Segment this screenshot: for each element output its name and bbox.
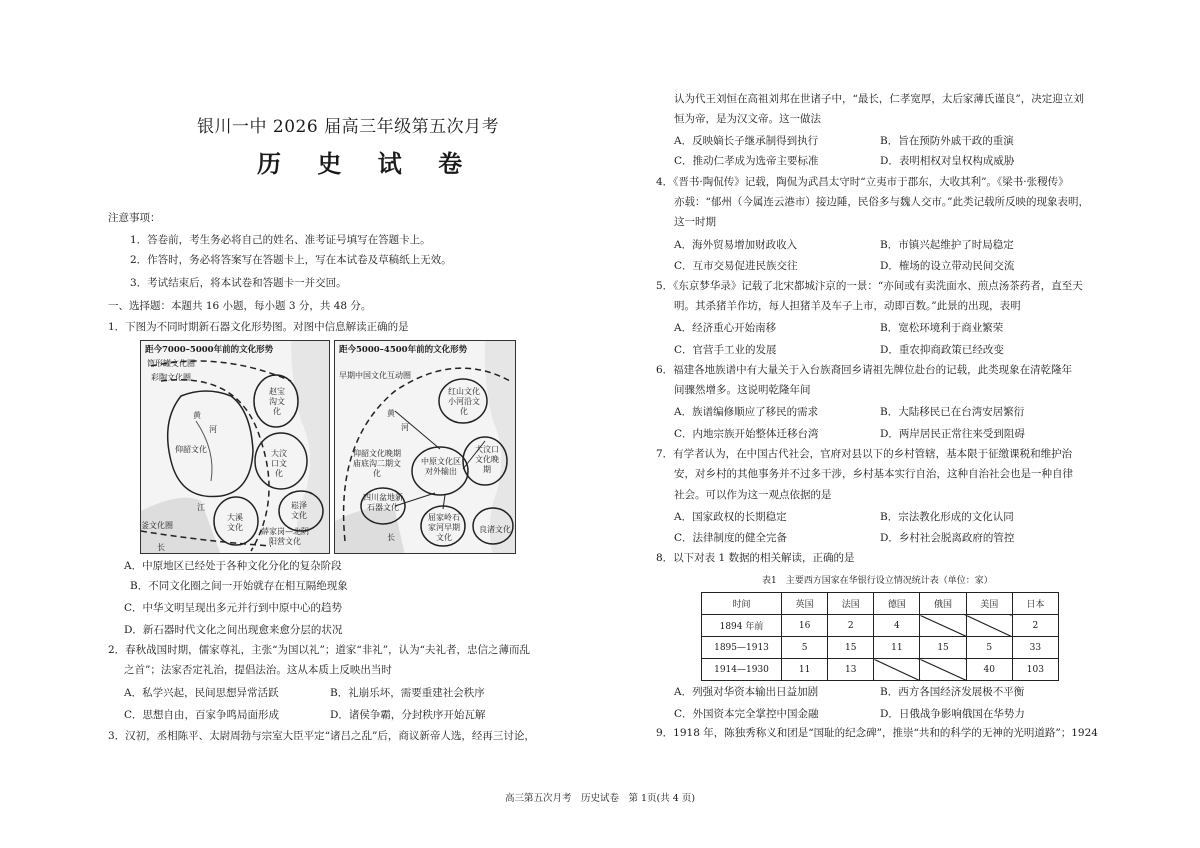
- map-label: 筒形罐文化圈: [147, 359, 195, 368]
- map-label: 长: [157, 543, 165, 552]
- notice-item: 3．考试结束后，将本试卷和答题卡一并交回。: [130, 277, 347, 289]
- option-c: C．内地宗族开始整体迁移台湾: [674, 428, 819, 440]
- table-cell: 103: [1012, 659, 1058, 681]
- map-label: 大汶口文化: [271, 449, 287, 478]
- question-stem: 认为代王刘恒在高祖刘邦在世诸子中，“最长，仁孝宽厚，太后家薄氏谨良”，决定迎立刘: [674, 93, 1084, 105]
- map-label: 红山文化小河沿文化: [448, 387, 480, 416]
- option-b: B．宽松环境利于商业繁荣: [880, 322, 1004, 334]
- table-header-cell: 俄国: [920, 593, 966, 615]
- table-cell: 11: [782, 659, 828, 681]
- map-label: 良渚文化: [479, 525, 511, 534]
- option-c: C．官营手工业的发展: [674, 344, 777, 356]
- option-a: A．私学兴起，民间思想异常活跃: [124, 687, 279, 699]
- option-d: D．表明相权对皇权构成威胁: [880, 155, 1015, 167]
- option-d: D．重农抑商政策已经改变: [880, 344, 1004, 356]
- option-c: C．互市交易促进民族交往: [674, 260, 798, 272]
- option-b: B．宗法教化形成的文化认同: [880, 511, 1014, 523]
- map-label: 大溪文化: [227, 513, 243, 532]
- question-stem: 间骤然增多。这说明乾隆年间: [674, 384, 811, 396]
- exam-subtitle: 历 史 试 卷: [257, 149, 477, 178]
- map-label: 中原文化区对外输出: [421, 457, 461, 476]
- map-label: 屈家岭石家河早期文化: [428, 513, 460, 542]
- question-stem: 明。其杀猪羊作坊，每人担猪羊及车子上市，动即百数。”此景的出现，表明: [674, 300, 1021, 312]
- table-cell-slash: [920, 659, 966, 681]
- question-stem: 8．以下对表 1 数据的相关解读，正确的是: [656, 552, 855, 564]
- table-caption: 表1 主要西方国家在华银行设立情况统计表（单位：家）: [762, 576, 993, 586]
- notice-item: 1．答卷前，考生务必将自己的姓名、准考证号填写在答题卡上。: [130, 234, 431, 246]
- option-c: C．外国资本完全掌控中国金融: [674, 708, 819, 720]
- table-cell-slash: [966, 615, 1012, 637]
- table-row: [702, 637, 1059, 659]
- table-header-row: [702, 593, 1059, 615]
- table-cell: 40: [966, 659, 1012, 681]
- question-stem: 恒为帝，是为汉文帝。这一做法: [674, 113, 821, 125]
- question-stem: 5．《东京梦华录》记载了北宋都城汴京的一景：“亦间或有卖洗面水、煎点汤茶药者，直至天: [656, 280, 1083, 292]
- option-d: D．两岸居民正常往来受到阻碍: [880, 428, 1025, 440]
- table-cell: 5: [782, 637, 828, 659]
- table-cell: 2: [828, 615, 874, 637]
- option-c: C．思想自由，百家争鸣局面形成: [124, 709, 280, 721]
- table-cell: 13: [828, 659, 874, 681]
- table-cell: 11: [874, 637, 920, 659]
- question-stem: 6．福建各地族谱中有大量关于入台族裔回乡请祖先牌位赴台的记载，此类现象在清乾隆年: [656, 364, 1073, 376]
- question-stem: 安，对乡村的其他事务并不过多干涉，乡村基本实行自治，这种自治社会也是一种自律: [674, 468, 1073, 480]
- option-a: A．族谱编修顺应了移民的需求: [674, 406, 819, 418]
- option-d: D．日俄战争影响俄国在华势力: [880, 708, 1025, 720]
- option-b: B．西方各国经济发展极不平衡: [880, 686, 1025, 698]
- table-cell: 15: [920, 637, 966, 659]
- option-c: C．中华文明呈现出多元并行到中原中心的趋势: [124, 602, 343, 614]
- option-a: A．国家政权的长期稳定: [674, 511, 787, 523]
- section-heading: 一、选择题：本题共 16 小题，每小题 3 分，共 48 分。: [108, 300, 372, 312]
- table-header-cell: 日本: [1012, 593, 1058, 615]
- table-cell: 1894 年前: [702, 615, 782, 637]
- option-d: D．诸侯争霸，分封秩序开始瓦解: [330, 709, 486, 721]
- table-header-cell: 法国: [828, 593, 874, 615]
- question-stem: 2．春秋战国时期，儒家尊礼，主张“为国以礼”；道家“非礼”，认为“夫礼者，忠信之薄而乱: [108, 644, 531, 656]
- notice-heading: 注意事项：: [108, 212, 161, 224]
- map-label: 崧泽文化: [291, 501, 307, 520]
- map-label: 长: [387, 533, 395, 542]
- table-cell: 1914—1930: [702, 659, 782, 681]
- table-cell: 33: [1012, 637, 1058, 659]
- question-stem: 4．《晋书·陶侃传》记载，陶侃为武昌太守时“立夷市于郡东，大收其利”。《梁书·张稷传》: [656, 176, 1069, 188]
- question-stem: 这一时期: [674, 216, 716, 228]
- map-label: 河: [401, 423, 409, 432]
- table-cell: 15: [828, 637, 874, 659]
- question-stem: 1．下图为不同时期新石器文化形势图。对图中信息解读正确的是: [108, 321, 409, 333]
- map-label: 河: [209, 425, 217, 434]
- option-d: D．新石器时代文化之间出现愈来愈分层的状况: [124, 624, 343, 636]
- map-left-title: 距今7000–5000年前的文化形势: [145, 345, 274, 355]
- option-a: A．中原地区已经处于各种文化分化的复杂阶段: [124, 560, 342, 572]
- map-label: 薛家岗—北阴阳营文化: [261, 527, 309, 546]
- map-right: [334, 340, 516, 554]
- map-label: 江: [197, 503, 205, 512]
- question-stem: 3．汉初，丞相陈平、太尉周勃与宗室大臣平定“诸吕之乱”后，商议新帝人选，经再三讨论，: [108, 730, 535, 742]
- table-row: [702, 659, 1059, 681]
- table-cell: 5: [966, 637, 1012, 659]
- option-b: B．礼崩乐坏，需要重建社会秩序: [330, 687, 485, 699]
- option-c: C．法律制度的健全完备: [674, 532, 788, 544]
- option-b: B．旨在预防外戚干政的重演: [880, 135, 1014, 147]
- question-stem: 7．有学者认为，在中国古代社会，官府对县以下的乡村管辖，基本限于征缴课税和维护治: [656, 448, 1073, 460]
- table-row: [702, 615, 1059, 637]
- option-a: A．海外贸易增加财政收入: [674, 239, 798, 251]
- option-a: A．经济重心开始南移: [674, 322, 777, 334]
- map-left: [140, 340, 330, 554]
- page-footer: 高三第五次月考 历史试卷 第 1页(共 4 页): [504, 793, 696, 804]
- map-label: 黄: [193, 411, 201, 420]
- map-right-title: 距今5000–4500年前的文化形势: [339, 345, 468, 355]
- map-label: 黄: [387, 409, 395, 418]
- option-b: B．市镇兴起维护了时局稳定: [880, 239, 1014, 251]
- map-label: 赵宝沟文化: [269, 387, 285, 416]
- map-label: 早期中国文化互动圈: [339, 371, 411, 380]
- table-cell: 1895—1913: [702, 637, 782, 659]
- table-header-cell: 德国: [874, 593, 920, 615]
- map-label: 四川盆地新石器文化: [363, 493, 403, 512]
- question-stem: 9．1918 年，陈独秀称义和团是“国耻的纪念碑”，推崇“共和的科学的无神的光明道路”；1924: [656, 727, 1098, 739]
- table-header-cell: 英国: [782, 593, 828, 615]
- notice-item: 2．作答时，务必将答案写在答题卡上，写在本试卷及草稿纸上无效。: [130, 254, 452, 266]
- option-d: D．榷场的设立带动民间交流: [880, 260, 1015, 272]
- table-header-cell: 时间: [702, 593, 782, 615]
- option-c: C．推动仁孝成为选帝主要标准: [674, 155, 819, 167]
- option-a: A．列强对华资本输出日益加剧: [674, 686, 819, 698]
- stat-table: [701, 592, 1059, 681]
- table-cell: 16: [782, 615, 828, 637]
- option-b: B．不同文化圈之间一开始就存在相互隔绝现象: [130, 580, 348, 592]
- table-header-cell: 美国: [966, 593, 1012, 615]
- option-a: A．反映嫡长子继承制得到执行: [674, 135, 819, 147]
- question-stem: 亦载：“郁州（今属连云港市）接边陲，民俗多与魏人交市。”此类记载所反映的现象表明，: [674, 196, 1089, 208]
- table-cell-slash: [874, 659, 920, 681]
- map-label: 仰韶文化: [175, 445, 207, 454]
- table-cell-slash: [920, 615, 966, 637]
- option-d: D．乡村社会脱离政府的管控: [880, 532, 1015, 544]
- table-cell: 4: [874, 615, 920, 637]
- map-label: 釜文化圈: [141, 521, 173, 530]
- question-stem: 之首”；法家否定礼治，提倡法治。这从本质上反映出当时: [124, 664, 392, 676]
- map-label: 大汶口文化晚期: [475, 445, 499, 474]
- table-cell: 2: [1012, 615, 1058, 637]
- question-stem: 社会。可以作为这一观点依据的是: [674, 489, 832, 501]
- exam-title: 银川一中 2026 届高三年级第五次月考: [197, 117, 500, 137]
- map-label: 彩陶文化圈: [151, 373, 191, 382]
- option-b: B．大陆移民已在台湾安居繁衍: [880, 406, 1025, 418]
- map-label: 仰韶文化晚期庙底沟二期文化: [353, 449, 401, 478]
